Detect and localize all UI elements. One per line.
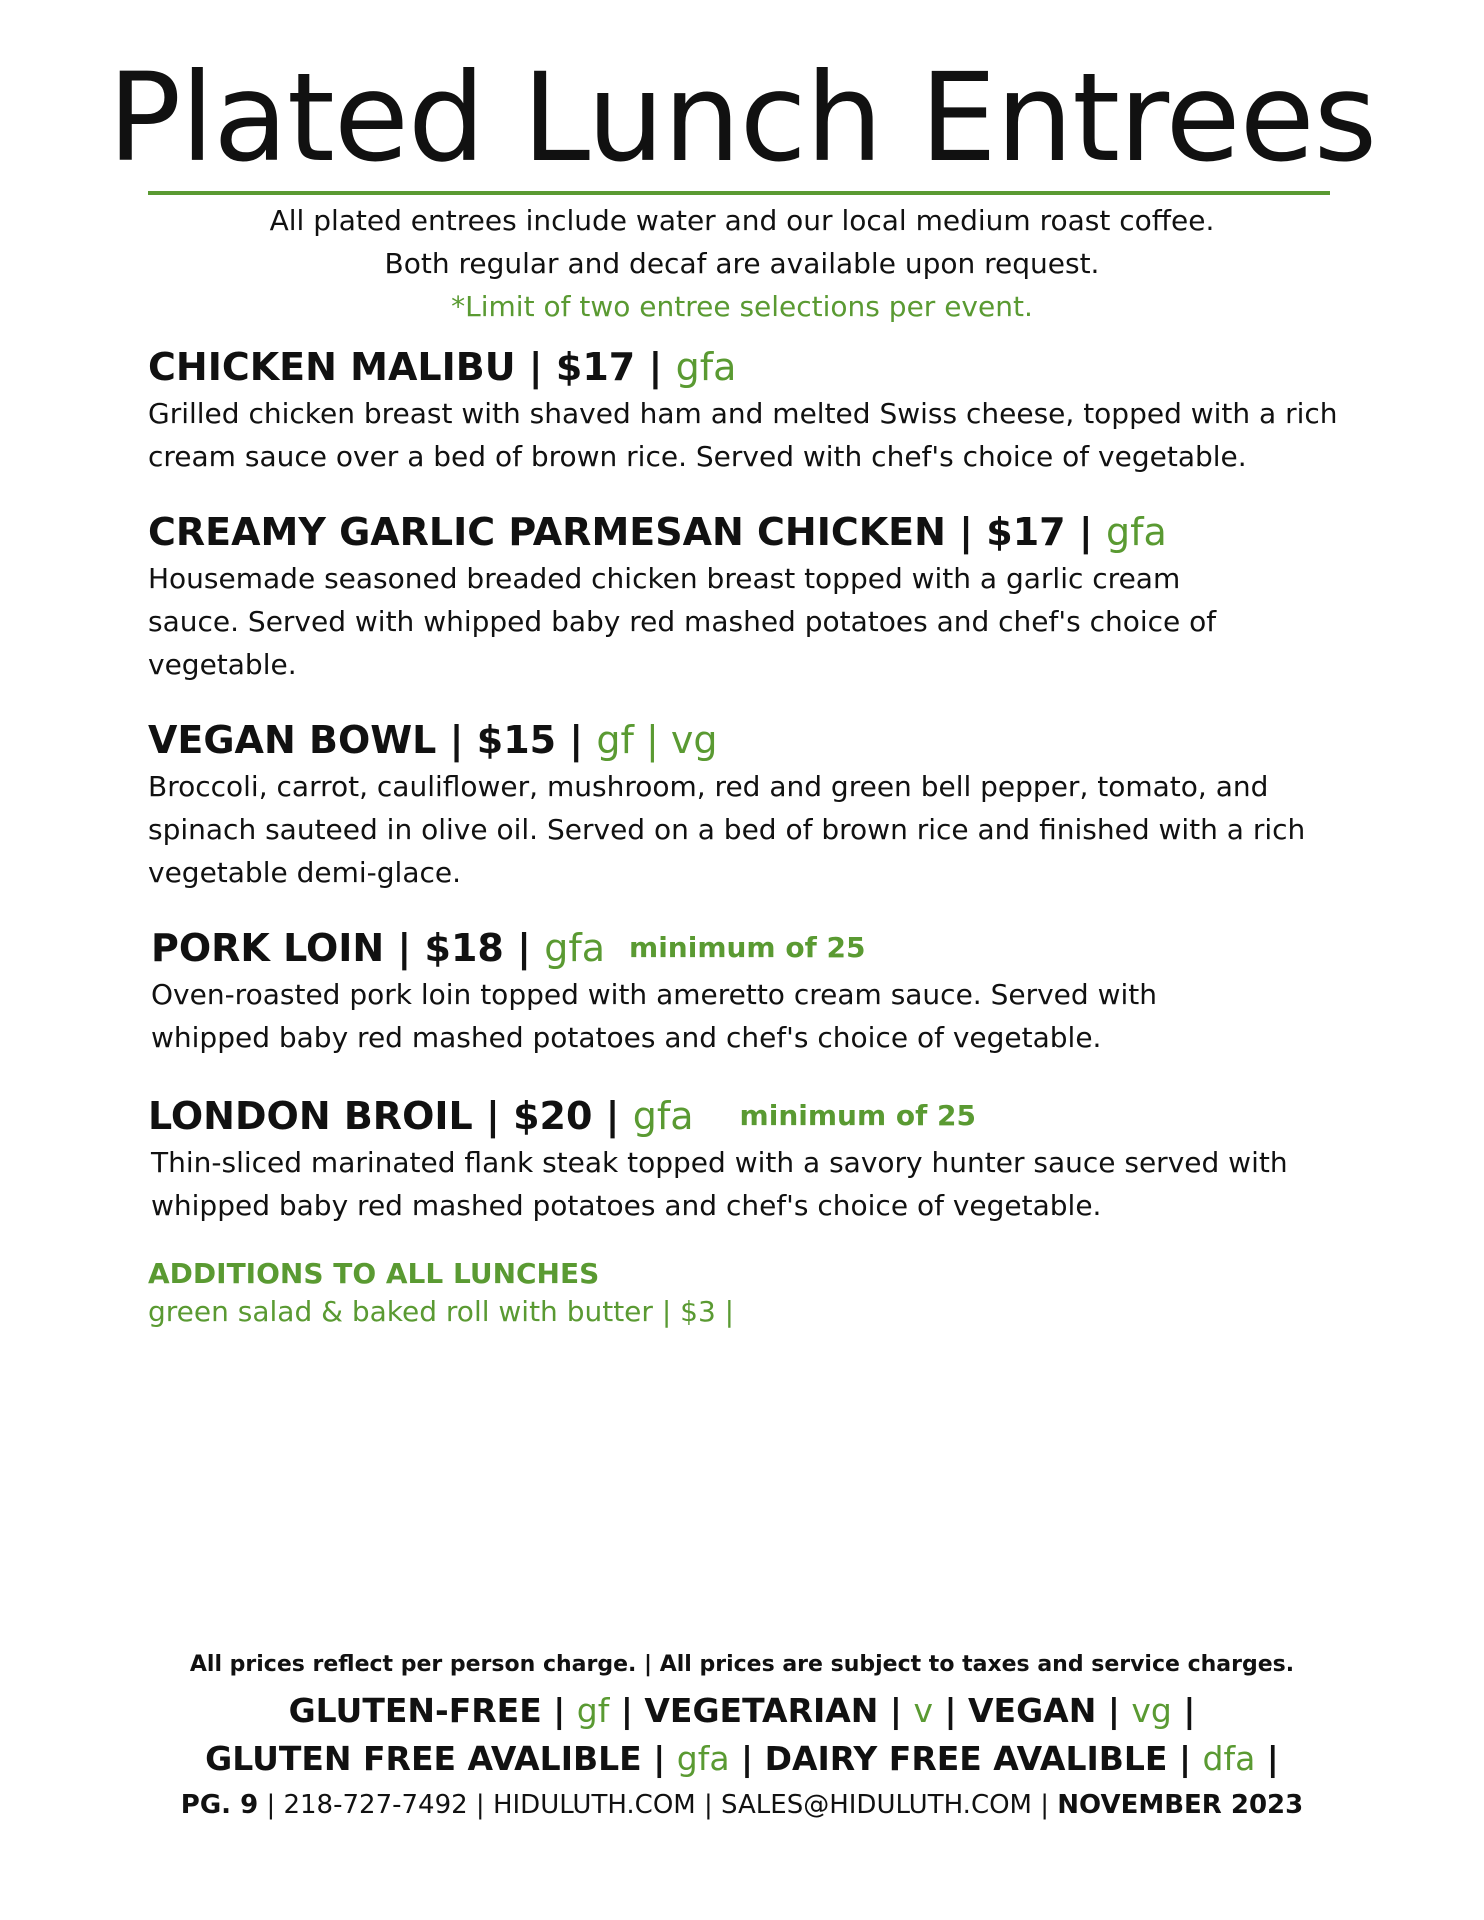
- entree-description: Housemade seasoned breaded chicken breast topped with a garlic cream sauce. Served with whipped baby red mashed potatoes and chef's choice of vegetable.: [148, 562, 1217, 681]
- entree-heading: [151, 923, 1371, 973]
- entree-name: PORK LOIN: [151, 926, 385, 970]
- entree-name: VEGAN BOWL: [148, 718, 437, 762]
- legend-label: GLUTEN FREE AVALIBLE: [205, 1739, 642, 1778]
- additions-item: green salad & baked roll with butter | $3 |: [148, 1295, 735, 1328]
- entree-name: CHICKEN MALIBU: [148, 345, 516, 389]
- entree-heading: [148, 1091, 1368, 1141]
- minimum-order-note: minimum of 25: [739, 1099, 977, 1132]
- entree-diet-tags: gfa: [1105, 510, 1167, 554]
- additions-section: [148, 1255, 734, 1331]
- entree-heading: [148, 342, 1368, 392]
- legend-code: vg: [1131, 1691, 1172, 1730]
- separator: |: [503, 926, 545, 970]
- page-number: PG. 9: [180, 1790, 259, 1820]
- entree-description: Oven-roasted pork loin topped with ameretto cream sauce. Served with whipped baby red mashed potatoes and chef's choice of vegetable.: [151, 978, 1157, 1054]
- separator: |: [556, 718, 597, 762]
- legend-code: gf: [576, 1691, 610, 1730]
- entree-price: $18: [424, 926, 504, 970]
- additions-title: ADDITIONS TO ALL LUNCHES: [148, 1257, 600, 1290]
- entree-heading: [148, 715, 1368, 765]
- separator: |: [384, 926, 425, 970]
- separator: |: [635, 345, 676, 389]
- legend-label: GLUTEN-FREE: [288, 1691, 542, 1730]
- legend-label: VEGETARIAN: [644, 1691, 879, 1730]
- entree-description: Broccoli, carrot, cauliflower, mushroom, red and green bell pepper, tomato, and spinach sauteed in olive oil. Served on a bed of brown rice and finished with a rich vegetable demi-glace.: [148, 770, 1306, 889]
- intro-block: [0, 199, 1484, 328]
- intro-line-2: Both regular and decaf are available upon request.: [384, 247, 1100, 280]
- entree-price: $17: [555, 345, 636, 389]
- separator: |: [1065, 510, 1106, 554]
- contact-info: | 218-727-7492 | HIDULUTH.COM | SALES@HIDULUTH.COM |: [266, 1790, 1050, 1820]
- separator: |: [436, 718, 477, 762]
- entree-creamy-garlic-parmesan-chicken: [148, 507, 1368, 686]
- entree-diet-tags: gfa: [675, 345, 737, 389]
- entree-london-broil: [148, 1091, 1368, 1227]
- entree-description: Grilled chicken breast with shaved ham and melted Swiss cheese, topped with a rich cream sauce over a bed of brown rice. Served with chef's choice of vegetable.: [148, 397, 1338, 473]
- title-divider: [148, 191, 1330, 195]
- legend-label: DAIRY FREE AVALIBLE: [764, 1739, 1168, 1778]
- entree-price: $15: [476, 718, 557, 762]
- pricing-note: All prices reflect per person charge. | All prices are subject to taxes and service charges.: [189, 1652, 1295, 1677]
- intro-line-1: All plated entrees include water and our local medium roast coffee.: [269, 204, 1215, 237]
- separator: |: [945, 510, 987, 554]
- legend-code: dfa: [1202, 1739, 1256, 1778]
- entree-price: $20: [513, 1094, 593, 1138]
- entree-diet-tags: gfa: [632, 1094, 694, 1138]
- legend-code: v: [913, 1691, 933, 1730]
- separator: |: [472, 1094, 514, 1138]
- entree-heading: [148, 507, 1368, 557]
- dietary-legend-line-1: GLUTEN-FREE | gf | VEGETARIAN | v | VEGAN | vg |: [288, 1691, 1196, 1730]
- menu-date: NOVEMBER 2023: [1057, 1790, 1304, 1820]
- separator: |: [515, 345, 556, 389]
- intro-note: *Limit of two entree selections per event.: [451, 290, 1033, 323]
- legend-label: VEGAN: [968, 1691, 1097, 1730]
- entree-diet-tags: gfa: [544, 926, 606, 970]
- minimum-order-note: minimum of 25: [629, 931, 866, 964]
- entree-chicken-malibu: [148, 342, 1368, 478]
- entree-name: LONDON BROIL: [148, 1094, 473, 1138]
- page-title: Plated Lunch Entrees: [107, 47, 1377, 189]
- entree-pork-loin: [151, 923, 1371, 1059]
- entree-price: $17: [986, 510, 1066, 554]
- legend-code: gfa: [676, 1739, 730, 1778]
- entree-diet-tags: gf | vg: [596, 718, 718, 762]
- entree-vegan-bowl: [148, 715, 1368, 894]
- dietary-legend-line-2: GLUTEN FREE AVALIBLE | gfa | DAIRY FREE AVALIBLE | dfa |: [205, 1739, 1279, 1778]
- separator: |: [592, 1094, 633, 1138]
- contact-line: [0, 1790, 1484, 1820]
- entree-name: CREAMY GARLIC PARMESAN CHICKEN: [148, 510, 946, 554]
- entree-description: Thin-sliced marinated flank steak topped with a savory hunter sauce served with whipped baby red mashed potatoes and chef's choice of vegetable.: [151, 1146, 1288, 1222]
